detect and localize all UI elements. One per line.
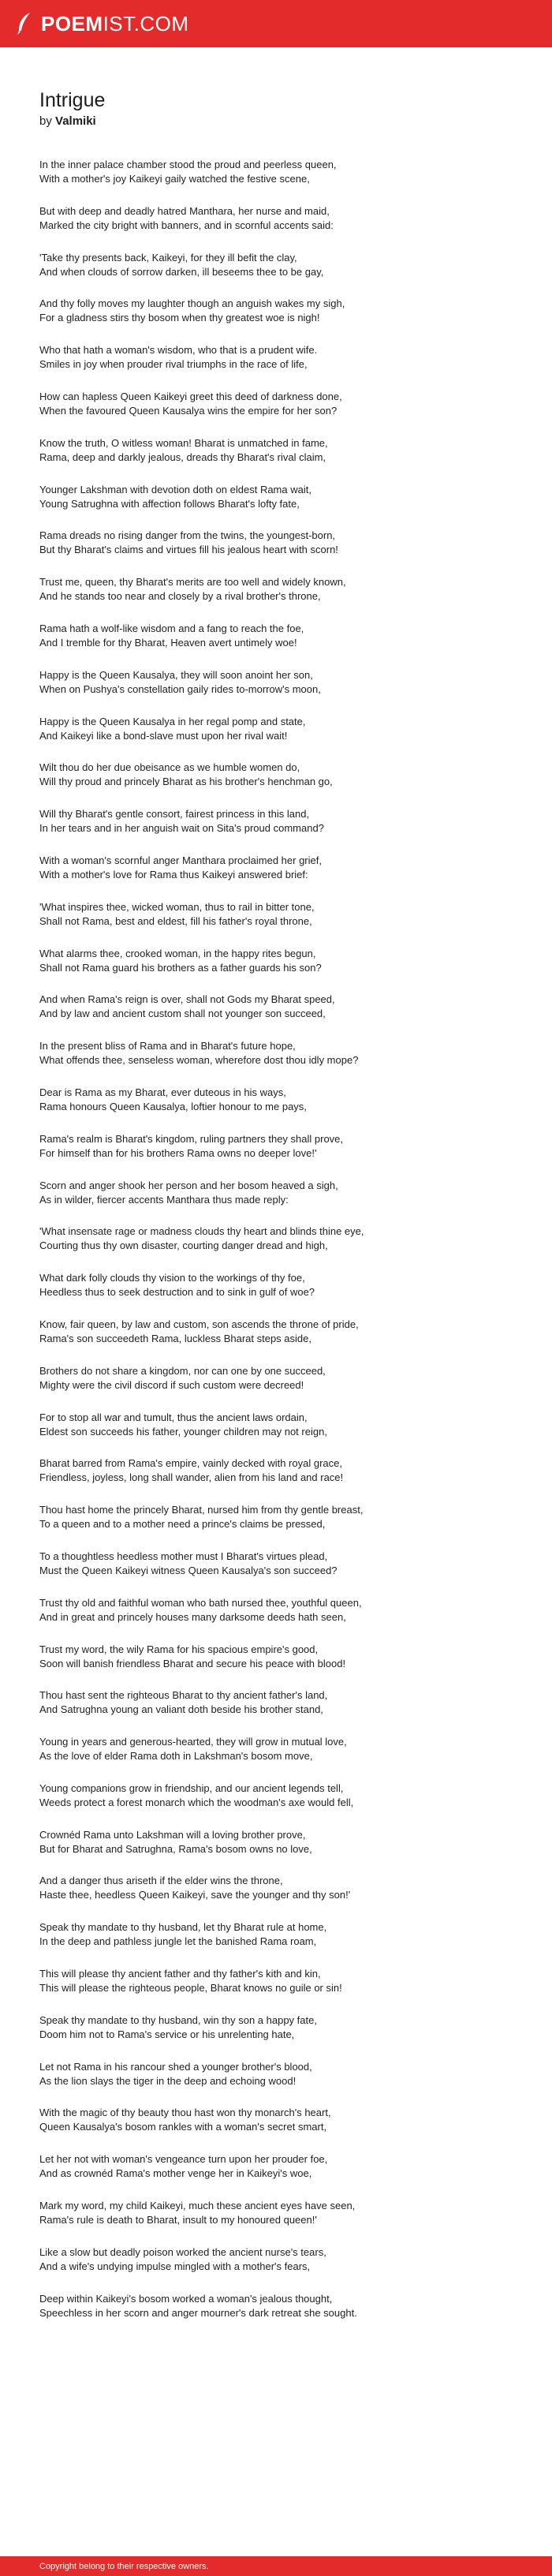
poem-line: How can hapless Queen Kaikeyi greet this deed of darkness done, (39, 390, 342, 402)
poem-line: In her tears and in her anguish wait on Sita's proud command? (39, 822, 324, 835)
poem-line: Bharat barred from Rama's empire, vainly decked with royal grace, (39, 1457, 342, 1470)
poem-line: And Kaikeyi like a bond-slave must upon her rival wait! (39, 729, 288, 742)
stanza (39, 483, 513, 511)
stanza (39, 1828, 513, 1856)
poem-line: Rama's rule is death to Bharat, insult to my honoured queen!' (39, 2214, 317, 2226)
stanza (39, 1920, 513, 1949)
poem-line: In the deep and pathless jungle let the banished Rama roam, (39, 1935, 317, 1948)
poem-line: For a gladness stirs thy bosom when thy greatest woe is nigh! (39, 312, 320, 324)
poem-line: Know the truth, O witless woman! Bharat is unmatched in fame, (39, 436, 328, 449)
poem-line: And he stands too near and closely by a rival brother's throne, (39, 590, 321, 603)
poem-line: Must the Queen Kaikeyi witness Queen Kausalya's son succeed? (39, 1564, 338, 1576)
poem-line: This will please the righteous people, Bharat knows no guile or sin! (39, 1982, 342, 1995)
logo-bold-part: POEM (41, 11, 103, 36)
stanza (39, 1503, 513, 1531)
stanza (39, 1874, 513, 1902)
poem-line: When on Pushya's constellation gaily rides to-morrow's moon, (39, 682, 321, 695)
poem-line: Rama hath a wolf-like wisdom and a fang to reach the foe, (39, 622, 304, 634)
poem-line: And a wife's undying impulse mingled with a mother's fears, (39, 2260, 311, 2272)
stanza (39, 622, 513, 650)
stanza (39, 2152, 513, 2181)
stanza (39, 204, 513, 233)
stanza (39, 575, 513, 604)
poem-line: Younger Lakshman with devotion doth on eldest Rama wait, (39, 483, 311, 495)
poem-line: With the magic of thy beauty thou hast won thy monarch's heart, (39, 2107, 331, 2119)
poem-line: Eldest son succeeds his father, younger children may not reign, (39, 1425, 327, 1438)
poem-line: Rama dreads no rising danger from the twins, the youngest-born, (39, 529, 336, 542)
poem-line: Trust thy old and faithful woman who bath nursed thee, youthful queen, (39, 1596, 362, 1609)
stanza (39, 993, 513, 1021)
poem-line: And a danger thus ariseth if the elder wins the throne, (39, 1875, 283, 1887)
copyright-text: Copyright belong to their respective owners. (39, 2561, 209, 2571)
stanza (39, 1224, 513, 1253)
poem-line: Speechless in her scorn and anger mourner's dark retreat she sought. (39, 2306, 357, 2319)
poem-line: But thy Bharat's claims and virtues fill his jealous heart with scorn! (39, 544, 338, 556)
stanza (39, 2106, 513, 2134)
poem-line: With a woman's scornful anger Manthara proclaimed her grief, (39, 854, 322, 866)
poem-content (39, 88, 513, 2338)
poem-line: Heedless thus to seek destruction and to sink in gulf of woe? (39, 1286, 315, 1299)
stanza (39, 1735, 513, 1763)
poem-line: 'What inspires thee, wicked woman, thus to rail in bitter tone, (39, 900, 315, 913)
stanza (39, 2245, 513, 2274)
stanza (39, 1179, 513, 1207)
by-label: by (39, 114, 52, 128)
stanza (39, 251, 513, 279)
poem-line: Queen Kausalya's bosom rankles with a woman's secret smart, (39, 2121, 327, 2133)
stanza (39, 436, 513, 465)
poem-line: Young Satrughna with affection follows Bharat's lofty fate, (39, 497, 300, 510)
stanza (39, 668, 513, 697)
logo-rest-part: IST.COM (103, 11, 189, 36)
stanza (39, 343, 513, 372)
poem-line: Shall not Rama, best and eldest, fill his father's royal throne, (39, 914, 312, 927)
poem-line: Will thy proud and princely Bharat as his brother's henchman go, (39, 776, 333, 788)
poem-line: Soon will banish friendless Bharat and secure his peace with blood! (39, 1657, 346, 1669)
poem-line: Let her not with woman's vengeance turn upon her prouder foe, (39, 2153, 328, 2166)
poem-line: And when Rama's reign is over, shall not Gods my Bharat speed, (39, 993, 335, 1006)
site-logo-link[interactable] (16, 12, 189, 36)
poem-line: What offends thee, senseless woman, wherefore dost thou idly mope? (39, 1054, 359, 1067)
stanza (39, 1132, 513, 1161)
stanza (39, 1318, 513, 1346)
stanza (39, 2013, 513, 2042)
poem-line: Doom him not to Rama's service or his unrelenting hate, (39, 2028, 295, 2040)
poem-line: And Satrughna young an valiant doth beside his brother stand, (39, 1703, 323, 1716)
stanza (39, 1782, 513, 1810)
poem-line: And as crownéd Rama's mother venge her in Kaikeyi's woe, (39, 2167, 312, 2180)
site-logo-text (41, 12, 189, 36)
stanza (39, 529, 513, 557)
stanza (39, 2199, 513, 2227)
stanza (39, 761, 513, 789)
stanza (39, 297, 513, 325)
poem-line: And when clouds of sorrow darken, ill beseems thee to be gay, (39, 265, 324, 278)
poem-line: Friendless, joyless, long shall wander, alien from his land and race! (39, 1471, 344, 1484)
poem-line: Marked the city bright with banners, and in scornful accents said: (39, 219, 334, 231)
stanza (39, 2060, 513, 2088)
poem-line: As the love of elder Rama doth in Lakshman's bosom move, (39, 1750, 313, 1763)
poem-line: With a mother's joy Kaikeyi gaily watched the festive scene, (39, 173, 310, 185)
poem-line: Speak thy mandate to thy husband, let thy Bharat rule at home, (39, 1921, 327, 1934)
poem-line: As in wilder, fiercer accents Manthara thus made reply: (39, 1193, 289, 1206)
poem-line: In the inner palace chamber stood the proud and peerless queen, (39, 159, 337, 170)
poem-line: Happy is the Queen Kausalya in her regal pomp and state, (39, 715, 306, 727)
poem-line: Scorn and anger shook her person and her bosom heaved a sigh, (39, 1179, 338, 1191)
poem-line: In the present bliss of Rama and in Bharat's future hope, (39, 1040, 296, 1052)
poem-line: And thy folly moves my laughter though an anguish wakes my sigh, (39, 297, 345, 310)
poem-line: 'Take thy presents back, Kaikeyi, for they ill befit the clay, (39, 251, 297, 264)
poem-line: Rama's son succeedeth Rama, luckless Bharat steps aside, (39, 1332, 311, 1344)
poem-line: Who that hath a woman's wisdom, who that is a prudent wife. (39, 344, 318, 357)
poem-line: Happy is the Queen Kausalya, they will soon anoint her son, (39, 668, 313, 681)
poem-line: Thou hast sent the righteous Bharat to thy ancient father's land, (39, 1689, 328, 1702)
stanza (39, 2292, 513, 2320)
stanza (39, 1086, 513, 1114)
poem-line: Let not Rama in his rancour shed a younger brother's blood, (39, 2060, 312, 2073)
poem-line: Rama's realm is Bharat's kingdom, ruling partners they shall prove, (39, 1132, 344, 1145)
poem-author: Valmiki (55, 114, 96, 128)
stanza (39, 1967, 513, 1995)
poem-line: Shall not Rama guard his brothers as a father guards his son? (39, 961, 322, 974)
poem-line: And by law and ancient custom shall not younger son succeed, (39, 1008, 326, 1020)
poem-line: To a queen and to a mother need a prince's claims be pressed, (39, 1518, 326, 1531)
poem-line: For himself than for his brothers Rama owns no deeper love!' (39, 1146, 317, 1159)
stanza (39, 1364, 513, 1393)
poem-byline (39, 114, 513, 129)
poem-line: 'What insensate rage or madness clouds thy heart and blinds thine eye, (39, 1225, 364, 1238)
poem-line: Courting thus thy own disaster, courting danger dread and high, (39, 1239, 328, 1252)
stanza (39, 854, 513, 882)
poem-line: With a mother's love for Rama thus Kaikeyi answered brief: (39, 868, 308, 880)
poem-line: As the lion slays the tiger in the deep and echoing wood! (39, 2074, 297, 2087)
poem-line: This will please thy ancient father and thy father's kith and kin, (39, 1968, 321, 1980)
stanza (39, 158, 513, 186)
stanza (39, 1688, 513, 1717)
poem-line: Will thy Bharat's gentle consort, fairest princess in this land, (39, 808, 310, 821)
poem-title: Intrigue (39, 89, 106, 111)
poem-line: Crownéd Rama unto Lakshman will a loving brother prove, (39, 1828, 306, 1841)
poem-line: Trust me, queen, thy Bharat's merits are too well and widely known, (39, 576, 346, 589)
poem-line: Speak thy mandate to thy husband, win thy son a happy fate, (39, 2013, 317, 2026)
poem-line: Like a slow but deadly poison worked the ancient nurse's tears, (39, 2245, 326, 2258)
stanza (39, 715, 513, 743)
poem-line: Weeds protect a forest monarch which the woodman's axe would fell, (39, 1796, 354, 1808)
poem-line: And I tremble for thy Bharat, Heaven avert untimely woe! (39, 636, 297, 649)
stanza (39, 1456, 513, 1485)
stanza (39, 807, 513, 836)
quill-icon (16, 12, 33, 36)
poem-line: Know, fair queen, by law and custom, son ascends the throne of pride, (39, 1318, 359, 1330)
poem-line: And in great and princely houses many darksome deeds hath seen, (39, 1610, 346, 1623)
poem-line: What alarms thee, crooked woman, in the happy rites begun, (39, 947, 316, 959)
poem-line: Mighty were the civil discord if such custom were decreed! (39, 1378, 304, 1391)
poem-line: For to stop all war and tumult, thus the ancient laws ordain, (39, 1411, 308, 1423)
poem-line: When the favoured Queen Kausalya wins the empire for her son? (39, 404, 338, 417)
poem-line: Smiles in joy when prouder rival triumphs in the race of life, (39, 358, 308, 371)
stanza (39, 1643, 513, 1671)
stanza (39, 390, 513, 418)
stanza (39, 900, 513, 929)
poem-line: Rama, deep and darkly jealous, dreads thy Bharat's rival claim, (39, 451, 326, 463)
stanza (39, 1411, 513, 1439)
poem-line: Wilt thou do her due obeisance as we humble women do, (39, 761, 300, 774)
poem-line: What dark folly clouds thy vision to the workings of thy foe, (39, 1272, 305, 1284)
poem-line: But for Bharat and Satrughna, Rama's bosom owns no love, (39, 1842, 312, 1855)
poem-body (39, 158, 513, 2320)
poem-line: Thou hast home the princely Bharat, nursed him from thy gentle breast, (39, 1504, 364, 1516)
stanza (39, 1039, 513, 1067)
poem-line: Brothers do not share a kingdom, nor can one by one succeed, (39, 1364, 326, 1377)
poem-line: Mark my word, my child Kaikeyi, much these ancient eyes have seen, (39, 2200, 356, 2212)
poem-line: Trust my word, the wily Rama for his spacious empire's good, (39, 1643, 319, 1655)
poem-line: To a thoughtless heedless mother must I Bharat's virtues plead, (39, 1550, 328, 1562)
poem-line: Dear is Rama as my Bharat, ever duteous in his ways, (39, 1086, 286, 1098)
poem-line: Haste thee, heedless Queen Kaikeyi, save the younger and thy son!' (39, 1889, 351, 1901)
stanza (39, 1596, 513, 1624)
site-header (0, 0, 552, 47)
stanza (39, 1271, 513, 1299)
poem-line: But with deep and deadly hatred Manthara, her nurse and maid, (39, 204, 330, 217)
stanza (39, 1550, 513, 1578)
poem-line: Deep within Kaikeyi's bosom worked a woman's jealous thought, (39, 2292, 333, 2305)
poem-line: Young in years and generous-hearted, they will grow in mutual love, (39, 1736, 347, 1748)
site-footer (0, 2556, 552, 2576)
poem-line: Young companions grow in friendship, and our ancient legends tell, (39, 1782, 344, 1794)
poem-line: Rama honours Queen Kausalya, loftier honour to me pays, (39, 1100, 307, 1112)
stanza (39, 947, 513, 975)
